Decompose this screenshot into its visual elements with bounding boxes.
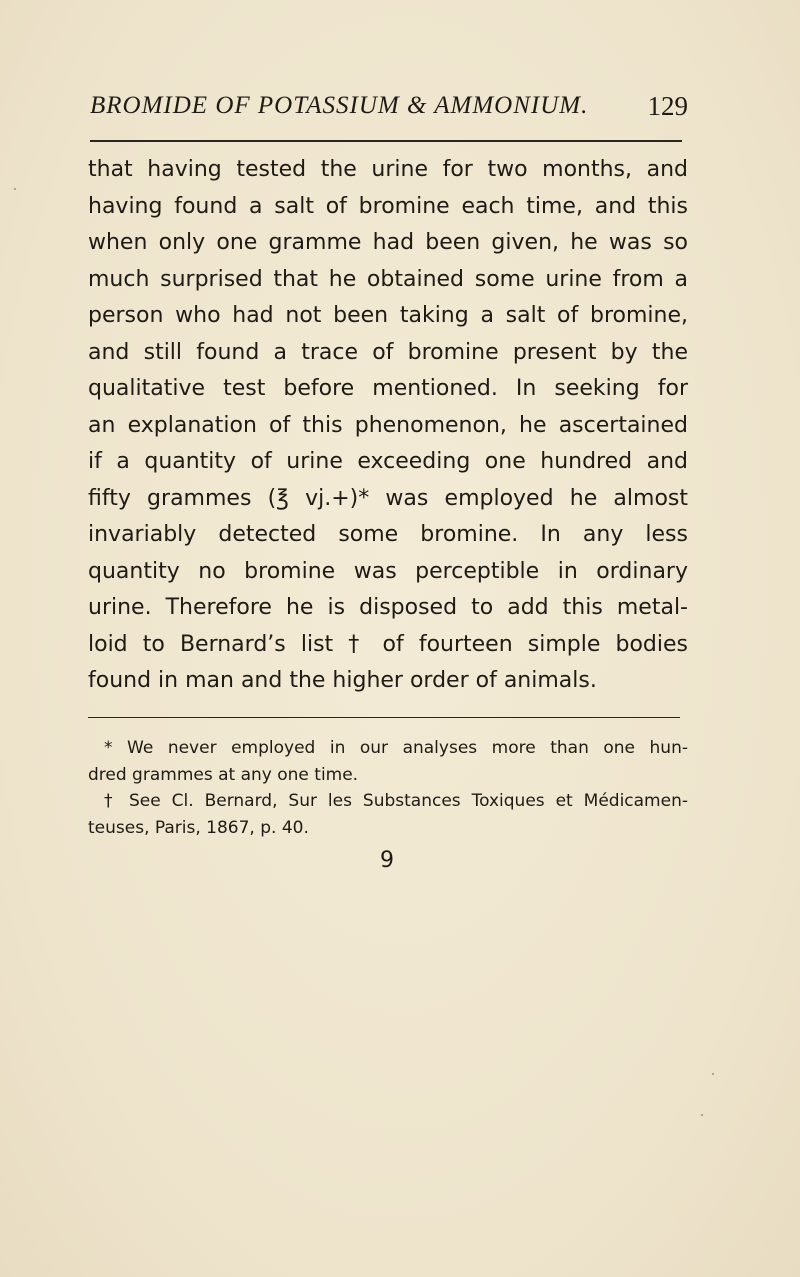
footnote-line: † See Cl. Bernard, Sur les Substances Toxiques et Médicamen-: [104, 791, 688, 811]
footnote-line: dred grammes at any one time.: [88, 764, 359, 785]
body-line: if a quantity of urine exceeding one hundred and: [88, 449, 688, 474]
body-line: that having tested the urine for two months, and: [88, 157, 688, 182]
header-rule: [90, 140, 682, 142]
body-line: and still found a trace of bromine present by the: [88, 339, 688, 365]
body-line: an explanation of this phenomenon, he ascertained: [88, 412, 688, 438]
body-line: qualitative test before mentioned. In seeking for: [88, 376, 688, 401]
running-head-title: BROMIDE OF POTASSIUM & AMMONIUM.: [90, 92, 589, 119]
body-line: much surprised that he obtained some urine from a: [88, 266, 688, 292]
signature-mark: 9: [380, 848, 394, 873]
body-line: loid to Bernard’s list † of fourteen simple bodies: [88, 631, 688, 657]
body-line: urine. Therefore he is disposed to add this metal-: [88, 595, 688, 620]
body-line: found in man and the higher order of animals.: [88, 668, 597, 693]
body-line: quantity no bromine was perceptible in ordinary: [88, 558, 688, 584]
body-line: when only one gramme had been given, he was so: [88, 230, 688, 255]
page-number: 129: [647, 91, 688, 121]
paper-speck: [14, 188, 16, 190]
footnote-rule: [88, 717, 680, 718]
running-head: [90, 92, 710, 132]
body-line: fifty grammes (℥ vj.+)* was employed he almost: [88, 485, 688, 511]
paper-speck: [712, 1073, 714, 1075]
body-line: invariably detected some bromine. In any less: [88, 522, 688, 547]
body-paragraph: [88, 152, 688, 700]
footnotes: [88, 735, 688, 841]
body-line: having found a salt of bromine each time, and this: [88, 193, 688, 219]
footnote-line: * We never employed in our analyses more than one hun-: [104, 738, 688, 758]
paper-speck: [701, 1114, 703, 1116]
body-line: person who had not been taking a salt of bromine,: [88, 303, 688, 328]
footnote-line: teuses, Paris, 1867, p. 40.: [88, 817, 309, 838]
